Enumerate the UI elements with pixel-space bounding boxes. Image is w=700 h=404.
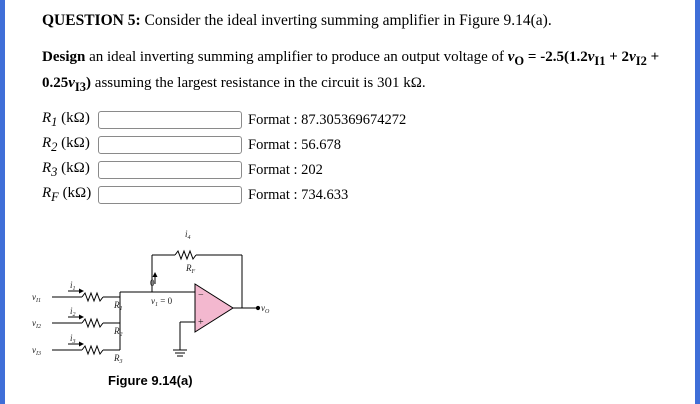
circuit-diagram bbox=[30, 222, 310, 372]
r1-circuit-label: $R_1$ bbox=[114, 300, 123, 312]
r2-format-hint: Format : 56.678 bbox=[248, 136, 342, 153]
i1-label: $i_1$ bbox=[70, 280, 76, 292]
vi2-label: $v_{I2}$ bbox=[32, 318, 41, 330]
v1-zero-label: $v_1 = 0$ bbox=[151, 296, 173, 308]
i2-label: $i_2$ bbox=[70, 306, 76, 318]
r2-label-sub: 2 bbox=[51, 140, 58, 154]
vi3-label: $v_{I3}$ bbox=[32, 345, 41, 357]
r3-label-unit: (kΩ) bbox=[57, 160, 90, 176]
question-number: QUESTION 5: bbox=[42, 12, 141, 29]
r3-circuit-label: $R_3$ bbox=[114, 353, 123, 365]
vi3-subscript: I3 bbox=[74, 80, 87, 94]
r2-input[interactable] bbox=[98, 136, 242, 154]
vi3-symbol: v bbox=[68, 75, 75, 91]
r1-label-unit: (kΩ) bbox=[57, 110, 90, 126]
rf-label-unit: (kΩ) bbox=[58, 185, 92, 201]
inverting-terminal: − bbox=[198, 290, 204, 301]
vo-symbol: v bbox=[507, 49, 515, 65]
input-row-r1 bbox=[42, 110, 406, 130]
r3-label-sym: R bbox=[42, 160, 52, 176]
input-row-rf bbox=[42, 185, 348, 205]
r3-format-hint: Format : 202 bbox=[248, 161, 323, 178]
question-text: Consider the ideal inverting summing amplifier in Figure 9.14(a). bbox=[140, 12, 552, 29]
vi1-label: $v_{I1}$ bbox=[32, 292, 41, 304]
vo-circuit-label: $v_O$ bbox=[261, 303, 270, 315]
rf-label-sub: F bbox=[51, 190, 59, 204]
input-row-r2 bbox=[42, 135, 341, 155]
vi2-subscript: I2 bbox=[635, 54, 647, 68]
zero-current-label: 0 bbox=[150, 278, 155, 288]
i3-label: $i_3$ bbox=[70, 333, 76, 345]
r2-label bbox=[42, 135, 98, 155]
vo-subscript: O bbox=[514, 54, 525, 68]
eq-part-2: + 2 bbox=[605, 49, 630, 65]
rf-input[interactable] bbox=[98, 186, 242, 204]
eq-part-4: 0.25 bbox=[42, 75, 69, 91]
r1-input[interactable] bbox=[98, 111, 242, 129]
r1-label-sub: 1 bbox=[51, 115, 58, 129]
rf-label-sym: R bbox=[42, 185, 52, 201]
i4-label: $i_4$ bbox=[185, 229, 191, 241]
design-statement bbox=[42, 46, 662, 98]
r3-input[interactable] bbox=[98, 161, 242, 179]
input-row-r3 bbox=[42, 160, 323, 180]
r1-label-sym: R bbox=[42, 110, 52, 126]
design-text-2: assuming the largest resistance in the circuit is 301 kΩ. bbox=[91, 75, 426, 91]
r2-label-unit: (kΩ) bbox=[57, 135, 90, 151]
r1-format-hint: Format : 87.305369674272 bbox=[248, 111, 407, 128]
rf-format-hint: Format : 734.633 bbox=[248, 186, 349, 203]
noninverting-terminal: + bbox=[198, 317, 204, 328]
r1-label bbox=[42, 110, 98, 130]
r3-label-sub: 3 bbox=[51, 165, 58, 179]
r2-label-sym: R bbox=[42, 135, 52, 151]
eq-close: ) bbox=[86, 75, 92, 91]
question-title bbox=[42, 12, 552, 30]
rf-circuit-label: $R_F$ bbox=[186, 263, 196, 275]
eq-part-3: + bbox=[646, 49, 660, 65]
eq-part-1: = -2.5(1.2 bbox=[524, 49, 588, 65]
r3-label bbox=[42, 160, 98, 180]
vi2-symbol: v bbox=[629, 49, 636, 65]
vi1-symbol: v bbox=[587, 49, 595, 65]
r2-circuit-label: $R_2$ bbox=[114, 326, 123, 338]
figure-caption: Figure 9.14(a) bbox=[108, 373, 193, 388]
rf-label bbox=[42, 185, 98, 205]
design-text-1: an ideal inverting summing amplifier to produce an output voltage of bbox=[85, 49, 508, 65]
vi1-subscript: I1 bbox=[594, 54, 606, 68]
design-bold-word: Design bbox=[42, 49, 86, 65]
